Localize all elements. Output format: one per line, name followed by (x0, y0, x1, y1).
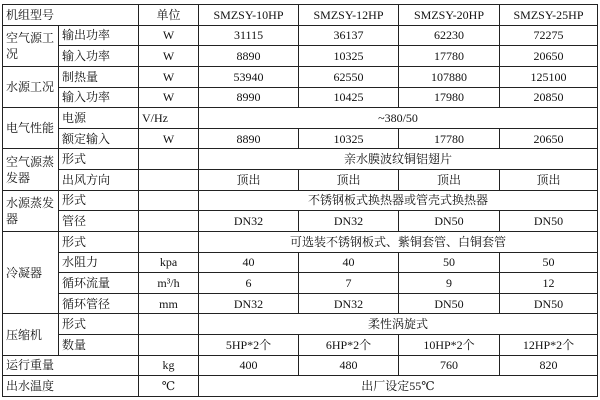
table-cell: 760 (399, 355, 500, 376)
table-cell: 107880 (399, 66, 500, 87)
air-source-group-label: 空气源工况 (3, 25, 59, 66)
air-evaporator-group-label: 空气源蒸发器 (3, 149, 59, 190)
air-evaporator-form-value: 亲水膜波纹铜铝翅片 (199, 149, 598, 170)
table-cell: 31115 (199, 25, 299, 46)
row-label: 循环流量 (59, 273, 139, 294)
row-label: 出风方向 (59, 170, 139, 191)
table-cell: 6 (199, 273, 299, 294)
model-header: 机组型号 (3, 5, 139, 26)
model-12hp-header: SMZSY-12HP (299, 5, 399, 26)
weight-label: 运行重量 (3, 355, 139, 376)
table-cell: 8990 (199, 87, 299, 108)
table-cell: 顶出 (299, 170, 399, 191)
row-unit: kg (139, 355, 199, 376)
table-cell: DN50 (500, 293, 598, 314)
water-evaporator-form-value: 不锈钢板式换热器或管壳式换热器 (199, 190, 598, 211)
table-row (3, 190, 598, 211)
header-row (3, 5, 598, 26)
table-cell: 480 (299, 355, 399, 376)
compressor-form-value: 柔性涡旋式 (199, 314, 598, 335)
table-cell: 10HP*2个 (399, 335, 500, 356)
table-cell: 7 (299, 273, 399, 294)
table-cell: DN32 (199, 211, 299, 232)
row-label: 数量 (59, 335, 139, 356)
row-unit (139, 335, 199, 356)
table-cell: 10325 (299, 128, 399, 149)
table-row (3, 149, 598, 170)
power-supply-value: ~380/50 (199, 108, 598, 129)
table-row (3, 231, 598, 252)
condenser-form-value: 可选装不锈钢板式、紫铜套管、白铜套管 (199, 231, 598, 252)
table-cell: 125100 (500, 66, 598, 87)
table-cell: 8890 (199, 46, 299, 67)
row-unit (139, 170, 199, 191)
table-cell: 5HP*2个 (199, 335, 299, 356)
row-unit: W (139, 128, 199, 149)
model-25hp-header: SMZSY-25HP (500, 5, 598, 26)
table-cell: 6HP*2个 (299, 335, 399, 356)
row-label: 形式 (59, 231, 139, 252)
outlet-temp-label: 出水温度 (3, 376, 139, 397)
table-cell: 40 (199, 252, 299, 273)
model-10hp-header: SMZSY-10HP (199, 5, 299, 26)
table-cell: 50 (399, 252, 500, 273)
row-label: 电源 (59, 108, 139, 129)
table-cell: 12 (500, 273, 598, 294)
table-cell: DN50 (399, 211, 500, 232)
row-unit: m³/h (139, 273, 199, 294)
table-cell: 17780 (399, 46, 500, 67)
table-row (3, 46, 598, 67)
table-row (3, 252, 598, 273)
outlet-temp-value: 出厂设定55℃ (199, 376, 598, 397)
table-row (3, 128, 598, 149)
table-row (3, 66, 598, 87)
table-cell: 40 (299, 252, 399, 273)
table-row (3, 211, 598, 232)
row-unit: mm (139, 293, 199, 314)
row-unit: W (139, 87, 199, 108)
table-cell: 顶出 (399, 170, 500, 191)
row-label: 管径 (59, 211, 139, 232)
table-row (3, 314, 598, 335)
row-label: 制热量 (59, 66, 139, 87)
table-cell: DN50 (500, 211, 598, 232)
row-label: 形式 (59, 314, 139, 335)
electrical-group-label: 电气性能 (3, 108, 59, 149)
row-label: 循环管径 (59, 293, 139, 314)
table-cell: 820 (500, 355, 598, 376)
table-cell: 400 (199, 355, 299, 376)
table-cell: DN32 (299, 211, 399, 232)
row-unit: ℃ (139, 376, 199, 397)
table-cell: 9 (399, 273, 500, 294)
table-cell: 20850 (500, 87, 598, 108)
row-unit (139, 149, 199, 170)
row-unit: W (139, 25, 199, 46)
table-cell: 17780 (399, 128, 500, 149)
table-row (3, 87, 598, 108)
table-row (3, 376, 598, 397)
row-label: 形式 (59, 190, 139, 211)
table-cell: 53940 (199, 66, 299, 87)
table-cell: 62230 (399, 25, 500, 46)
row-unit: kpa (139, 252, 199, 273)
row-unit (139, 314, 199, 335)
model-20hp-header: SMZSY-20HP (399, 5, 500, 26)
table-cell: 顶出 (500, 170, 598, 191)
compressor-group-label: 压缩机 (3, 314, 59, 355)
table-cell: 20650 (500, 128, 598, 149)
table-cell: DN32 (299, 293, 399, 314)
row-unit: W (139, 46, 199, 67)
table-cell: 50 (500, 252, 598, 273)
table-cell: 8890 (199, 128, 299, 149)
row-label: 输入功率 (59, 87, 139, 108)
table-row (3, 335, 598, 356)
table-row (3, 108, 598, 129)
table-row (3, 293, 598, 314)
spec-table (2, 4, 598, 397)
row-label: 水阻力 (59, 252, 139, 273)
table-cell: 17980 (399, 87, 500, 108)
row-label: 输出功率 (59, 25, 139, 46)
table-cell: 顶出 (199, 170, 299, 191)
table-cell: 12HP*2个 (500, 335, 598, 356)
table-cell: DN32 (199, 293, 299, 314)
table-row (3, 273, 598, 294)
table-row (3, 355, 598, 376)
water-evaporator-group-label: 水源蒸发器 (3, 190, 59, 231)
row-unit: W (139, 66, 199, 87)
water-source-group-label: 水源工况 (3, 66, 59, 107)
table-cell: 20650 (500, 46, 598, 67)
table-cell: DN50 (399, 293, 500, 314)
table-row (3, 25, 598, 46)
row-unit (139, 190, 199, 211)
row-label: 形式 (59, 149, 139, 170)
table-row (3, 170, 598, 191)
row-unit (139, 231, 199, 252)
row-label: 输入功率 (59, 46, 139, 67)
row-unit: V/Hz (139, 108, 199, 129)
table-cell: 10425 (299, 87, 399, 108)
row-unit (139, 211, 199, 232)
unit-header: 单位 (139, 5, 199, 26)
table-cell: 10325 (299, 46, 399, 67)
table-cell: 36137 (299, 25, 399, 46)
table-cell: 72275 (500, 25, 598, 46)
table-cell: 62550 (299, 66, 399, 87)
row-label: 额定输入 (59, 128, 139, 149)
condenser-group-label: 冷凝器 (3, 231, 59, 314)
